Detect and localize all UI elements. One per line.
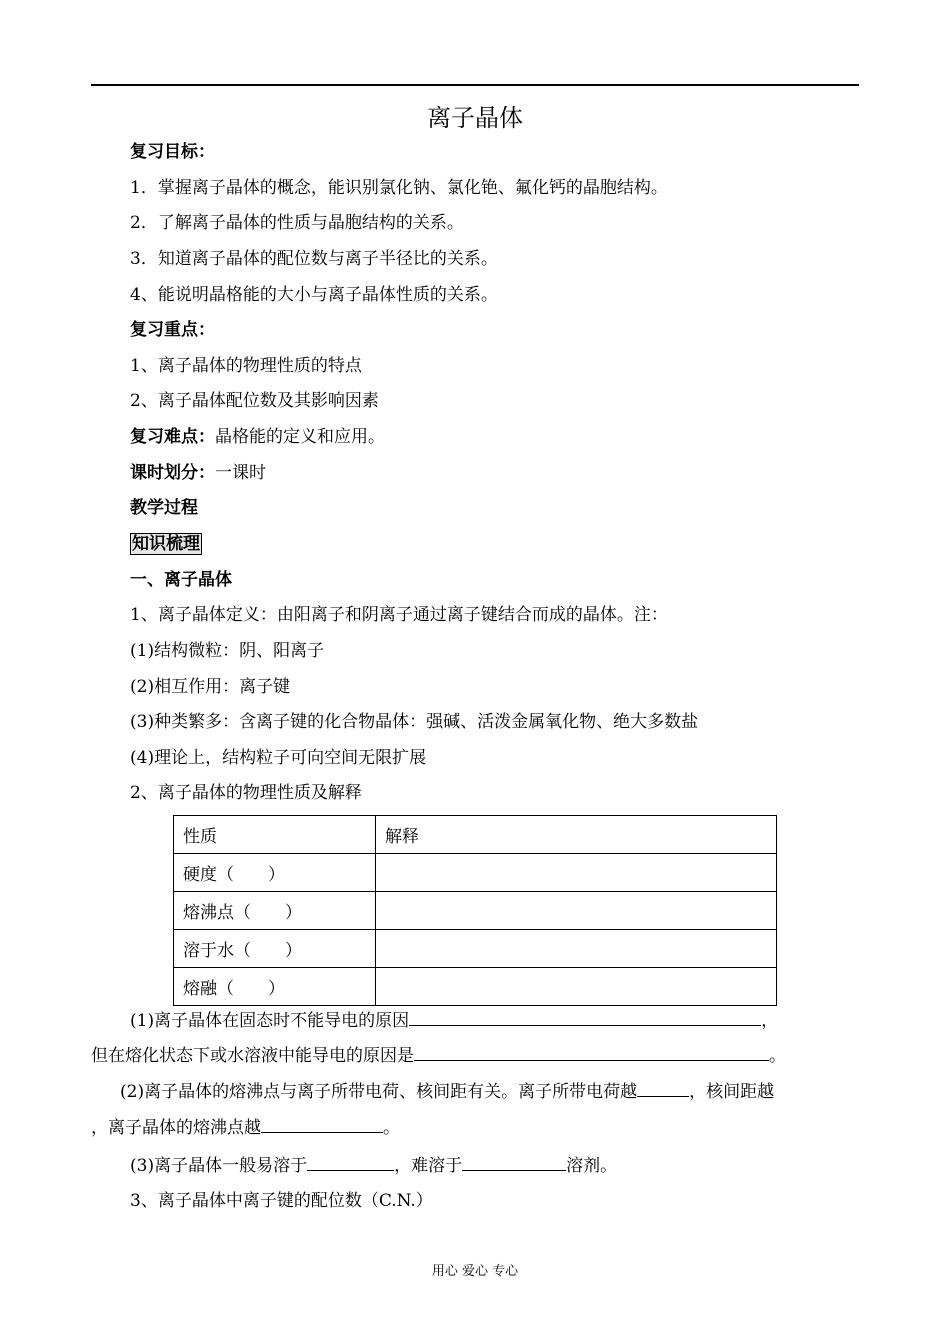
answer-blank[interactable] xyxy=(637,1079,689,1097)
page-title: 离子晶体 xyxy=(427,104,523,132)
question-text: 溶剂。 xyxy=(566,1156,618,1176)
question-1a xyxy=(130,1008,778,1033)
table-cell-property: 熔沸点（ ） xyxy=(174,892,376,930)
table-header-row xyxy=(174,816,777,854)
answer-blank[interactable] xyxy=(307,1153,394,1171)
table-cell-property: 溶于水（ ） xyxy=(174,930,376,968)
question-2a xyxy=(120,1079,774,1104)
key-point-item: 2、离子晶体配位数及其影响因素 xyxy=(130,391,379,411)
review-goal-item: 4、能说明晶格能的大小与离子晶体性质的关系。 xyxy=(130,285,498,305)
properties-table xyxy=(173,815,777,1006)
question-text: (2)离子晶体的熔沸点与离子所带电荷、核间距有关。离子所带电荷越 xyxy=(120,1082,638,1102)
table-cell-explanation[interactable] xyxy=(376,892,777,930)
section-heading: 一、离子晶体 xyxy=(130,570,232,590)
question-3 xyxy=(130,1153,617,1178)
table-cell-explanation[interactable] xyxy=(376,930,777,968)
table-row xyxy=(174,968,777,1006)
table-header-cell: 性质 xyxy=(174,816,376,854)
question-text: 。 xyxy=(769,1046,786,1066)
knowledge-box-line xyxy=(130,532,202,556)
answer-blank[interactable] xyxy=(414,1043,769,1061)
difficulty-label: 复习难点： xyxy=(130,427,215,447)
question-text: ，核间距越 xyxy=(689,1082,775,1102)
answer-blank[interactable] xyxy=(409,1008,761,1026)
process-heading: 教学过程 xyxy=(130,498,198,518)
review-goal-item: 1．掌握离子晶体的概念，能识别氯化钠、氯化铯、氟化钙的晶胞结构。 xyxy=(130,178,668,198)
table-cell-explanation[interactable] xyxy=(376,968,777,1006)
question-text: ， xyxy=(761,1011,779,1031)
header-rule xyxy=(91,84,859,86)
question-2b xyxy=(91,1115,400,1140)
review-goal-item: 3．知道离子晶体的配位数与离子半径比的关系。 xyxy=(130,249,498,269)
table-row xyxy=(174,930,777,968)
table-cell-property: 硬度（ ） xyxy=(174,854,376,892)
question-text: 但在熔化状态下或水溶液中能导电的原因是 xyxy=(91,1046,414,1066)
physical-heading: 2、离子晶体的物理性质及解释 xyxy=(130,783,362,803)
note-item: (2)相互作用：离子键 xyxy=(130,677,291,697)
table-row xyxy=(174,854,777,892)
definition-text: 1、离子晶体定义：由阳离子和阴离子通过离子键结合而成的晶体。注： xyxy=(130,605,668,625)
note-item: (4)理论上，结构粒子可向空间无限扩展 xyxy=(130,748,427,768)
question-text: ，难溶于 xyxy=(394,1156,463,1176)
schedule-text: 一课时 xyxy=(215,463,266,483)
difficulty-line xyxy=(130,425,385,449)
note-item: (1)结构微粒：阴、阳离子 xyxy=(130,641,325,661)
key-point-item: 1、离子晶体的物理性质的特点 xyxy=(130,356,362,376)
review-goal-item: 2．了解离子晶体的性质与晶胞结构的关系。 xyxy=(130,213,464,233)
question-text: (1)离子晶体在固态时不能导电的原因 xyxy=(130,1011,410,1031)
question-text: (3)离子晶体一般易溶于 xyxy=(130,1156,308,1176)
difficulty-text: 晶格能的定义和应用。 xyxy=(215,427,385,447)
table-cell-explanation[interactable] xyxy=(376,854,777,892)
review-goals-heading: 复习目标： xyxy=(130,142,215,162)
question-text: ，离子晶体的熔沸点越 xyxy=(91,1118,261,1138)
table-row xyxy=(174,892,777,930)
schedule-label: 课时划分： xyxy=(130,463,215,483)
question-1b xyxy=(91,1043,786,1068)
key-points-heading: 复习重点： xyxy=(130,320,215,340)
table-cell-property: 熔融（ ） xyxy=(174,968,376,1006)
table-header-cell: 解释 xyxy=(376,816,777,854)
schedule-line xyxy=(130,461,266,485)
cn-heading: 3、离子晶体中离子键的配位数（C.N.） xyxy=(130,1191,433,1211)
question-text: 。 xyxy=(383,1118,400,1138)
answer-blank[interactable] xyxy=(462,1153,566,1171)
answer-blank[interactable] xyxy=(261,1115,383,1133)
page-footer: 用心 爱心 专心 xyxy=(431,1264,519,1279)
knowledge-box: 知识梳理 xyxy=(132,534,200,554)
note-item: (3)种类繁多：含离子键的化合物晶体：强碱、活泼金属氧化物、绝大多数盐 xyxy=(130,712,699,732)
